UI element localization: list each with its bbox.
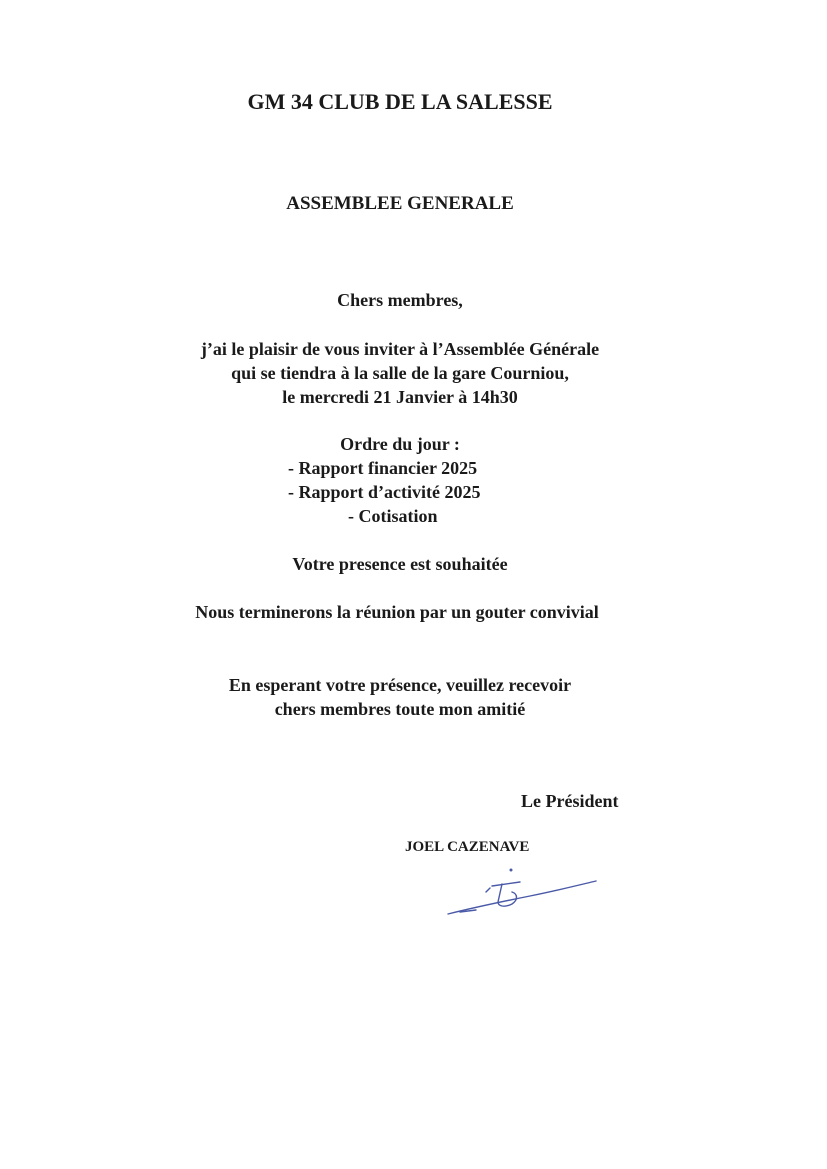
agenda-item-activity-report: - Rapport d’activité 2025	[288, 482, 481, 502]
greeting: Chers membres,	[337, 290, 463, 310]
agenda-item-membership-fee: - Cotisation	[348, 506, 438, 526]
president-name: JOEL CAZENAVE	[405, 839, 530, 855]
club-title: GM 34 CLUB DE LA SALESSE	[247, 89, 553, 114]
signature-stroke-main	[448, 881, 596, 914]
assembly-title: ASSEMBLEE GENERALE	[286, 193, 514, 214]
closing-line-1: En esperant votre présence, veuillez recevoir	[228, 675, 572, 695]
handwritten-signature	[440, 862, 610, 922]
signature-dot	[510, 869, 512, 871]
agenda-item-financial-report: - Rapport financier 2025	[288, 458, 478, 478]
closing-line-2: chers membres toute mon amitié	[274, 699, 526, 719]
agenda-title: Ordre du jour :	[340, 434, 460, 454]
signature-stroke-loop	[498, 884, 517, 906]
presence-line: Votre presence est souhaitée	[292, 554, 508, 574]
invite-line-1: j’ai le plaisir de vous inviter à l’Assemblée Générale	[200, 339, 600, 359]
invite-line-3: le mercredi 21 Janvier à 14h30	[282, 387, 518, 407]
signature-stroke-tick	[486, 888, 490, 892]
president-title: Le Président	[521, 791, 619, 811]
snack-line: Nous terminerons la réunion par un gouter convivial	[195, 602, 599, 622]
invite-line-2: qui se tiendra à la salle de la gare Courniou,	[231, 363, 569, 383]
signature-stroke-bar	[492, 882, 520, 886]
